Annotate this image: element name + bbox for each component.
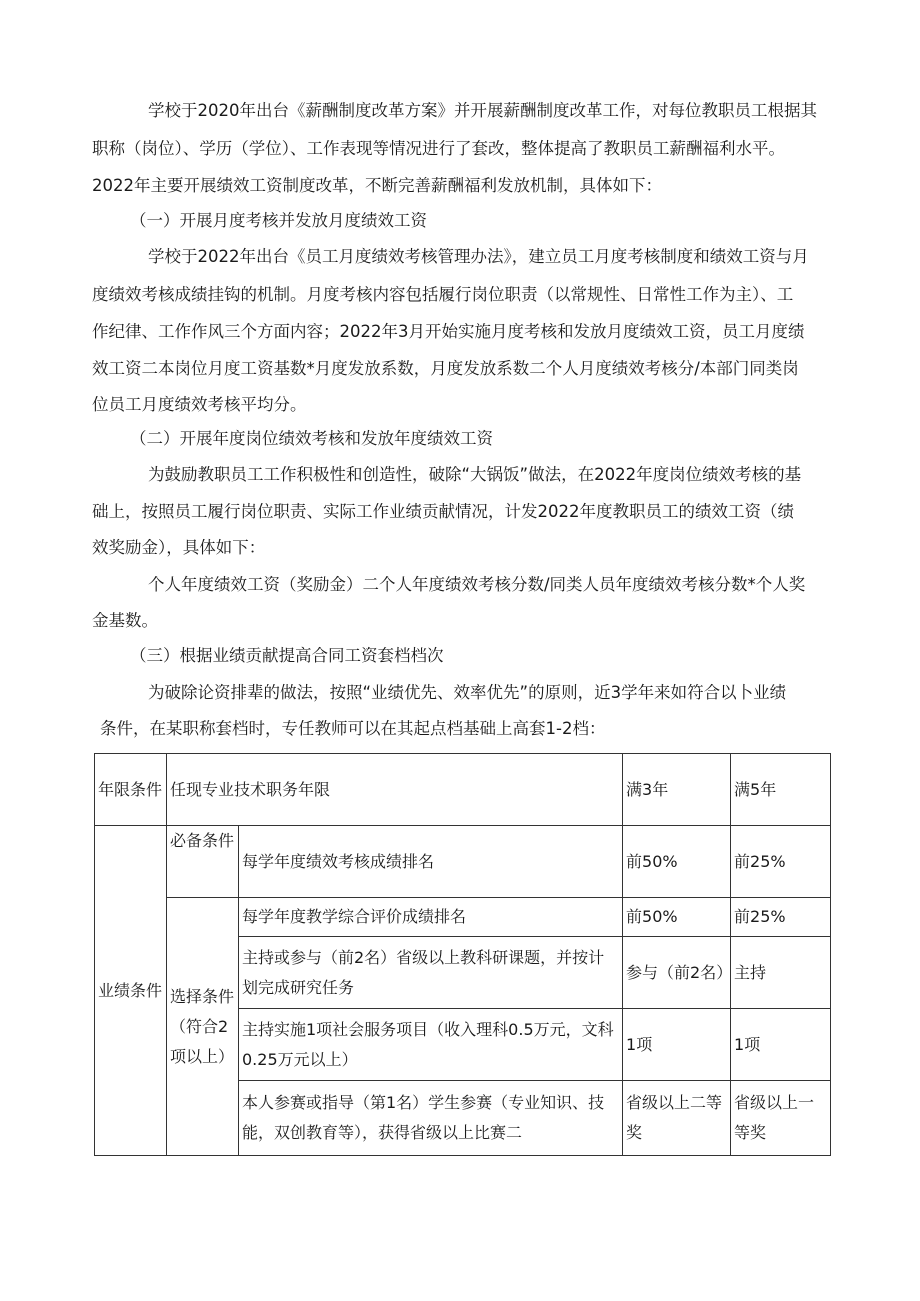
optional-desc-cell: 本人参赛或指导（第1名）学生参赛（专业知识、技能，双创教育等），获得省级以上比赛二 bbox=[239, 1081, 623, 1156]
optional-5-years-cell: 主持 bbox=[731, 937, 831, 1009]
header-3-years-cell: 满3年 bbox=[623, 754, 731, 826]
optional-desc-cell: 主持实施1项社会服务项目（收入理科0.5万元，文科0.25万元以上） bbox=[239, 1009, 623, 1081]
section-heading-1: （一）开展月度考核并发放月度绩效工资 bbox=[130, 211, 427, 230]
paragraph-merit-line-2: 条件，在某职称套档时，专任教师可以在其起点档基础上高套1-2档： bbox=[100, 719, 606, 738]
section-heading-2: （二）开展年度岗位绩效考核和发放年度绩效工资 bbox=[130, 429, 493, 448]
paragraph-monthly-line-2: 度绩效考核成绩挂钩的机制。月度考核内容包括履行岗位职责（以常规性、日常性工作为主）、工 bbox=[92, 285, 794, 304]
paragraph-monthly-line-4: 效工资二本岗位月度工资基数*月度发放系数，月度发放系数二个人月度绩效考核分/本部门同类岗 bbox=[92, 359, 799, 378]
required-5-years-cell: 前25% bbox=[731, 826, 831, 898]
optional-label-cell: 选择条件（符合2项以上） bbox=[167, 898, 239, 1156]
paragraph-formula-line-1: 个人年度绩效工资（奖励金）二个人年度绩效考核分数/同类人员年度绩效考核分数*个人奖 bbox=[148, 575, 806, 594]
paragraph-annual-line-2: 础上，按照员工履行岗位职责、实际工作业绩贡献情况，计发2022年度教职员工的绩效工资（绩 bbox=[92, 502, 794, 521]
header-5-years-cell: 满5年 bbox=[731, 754, 831, 826]
performance-conditions-table bbox=[94, 753, 831, 1156]
paragraph-merit-line-1: 为破除论资排辈的做法，按照“业绩优先、效率优先”的原则，近3学年来如符合以卜业绩 bbox=[148, 683, 787, 702]
optional-desc-cell: 主持或参与（前2名）省级以上教科研课题，并按计划完成研究任务 bbox=[239, 937, 623, 1009]
required-desc-cell: 每学年度绩效考核成绩排名 bbox=[239, 826, 623, 898]
paragraph-monthly-line-1: 学校于2022年出台《员工月度绩效考核管理办法》，建立员工月度考核制度和绩效工资与月 bbox=[148, 247, 809, 266]
section-heading-3: （三）根据业绩贡献提高合同工资套档档次 bbox=[130, 646, 444, 665]
table-row bbox=[95, 898, 831, 937]
table-row bbox=[95, 826, 831, 898]
paragraph-monthly-line-3: 作纪律、工作作风三个方面内容；2022年3月开始实施月度考核和发放月度绩效工资，员工月度绩 bbox=[92, 322, 805, 341]
required-3-years-cell: 前50% bbox=[623, 826, 731, 898]
paragraph-intro-line-1: 学校于2020年出台《薪酬制度改革方案》并开展薪酬制度改革工作，对每位教职员工根据其 bbox=[148, 101, 817, 120]
optional-5-years-cell: 前25% bbox=[731, 898, 831, 937]
required-label-cell: 必备条件 bbox=[167, 826, 239, 898]
optional-5-years-cell: 省级以上一等奖 bbox=[731, 1081, 831, 1156]
optional-3-years-cell: 前50% bbox=[623, 898, 731, 937]
header-tenure-cell: 任现专业技术职务年限 bbox=[167, 754, 623, 826]
optional-desc-cell: 每学年度教学综合评价成绩排名 bbox=[239, 898, 623, 937]
paragraph-intro-line-3: 2022年主要开展绩效工资制度改革，不断完善薪酬福利发放机制，具体如下： bbox=[92, 176, 662, 195]
performance-group-cell: 业绩条件 bbox=[95, 826, 167, 1156]
paragraph-intro-line-2: 职称（岗位）、学历（学位）、工作表现等情况进行了套改，整体提高了教职员工薪酬福利水平。 bbox=[92, 139, 785, 158]
paragraph-annual-line-1: 为鼓励教职员工工作积极性和创造性，破除“大锅饭”做法，在2022年度岗位绩效考核的基 bbox=[148, 465, 802, 484]
paragraph-monthly-line-5: 位员工月度绩效考核平均分。 bbox=[92, 395, 307, 414]
optional-3-years-cell: 1项 bbox=[623, 1009, 731, 1081]
optional-3-years-cell: 省级以上二等奖 bbox=[623, 1081, 731, 1156]
table-header-row bbox=[95, 754, 831, 826]
optional-5-years-cell: 1项 bbox=[731, 1009, 831, 1081]
header-corner-cell: 年限条件 bbox=[95, 754, 167, 826]
paragraph-formula-line-2: 金基数。 bbox=[92, 611, 158, 630]
paragraph-annual-line-3: 效奖励金），具体如下： bbox=[92, 538, 266, 557]
optional-3-years-cell: 参与（前2名） bbox=[623, 937, 731, 1009]
